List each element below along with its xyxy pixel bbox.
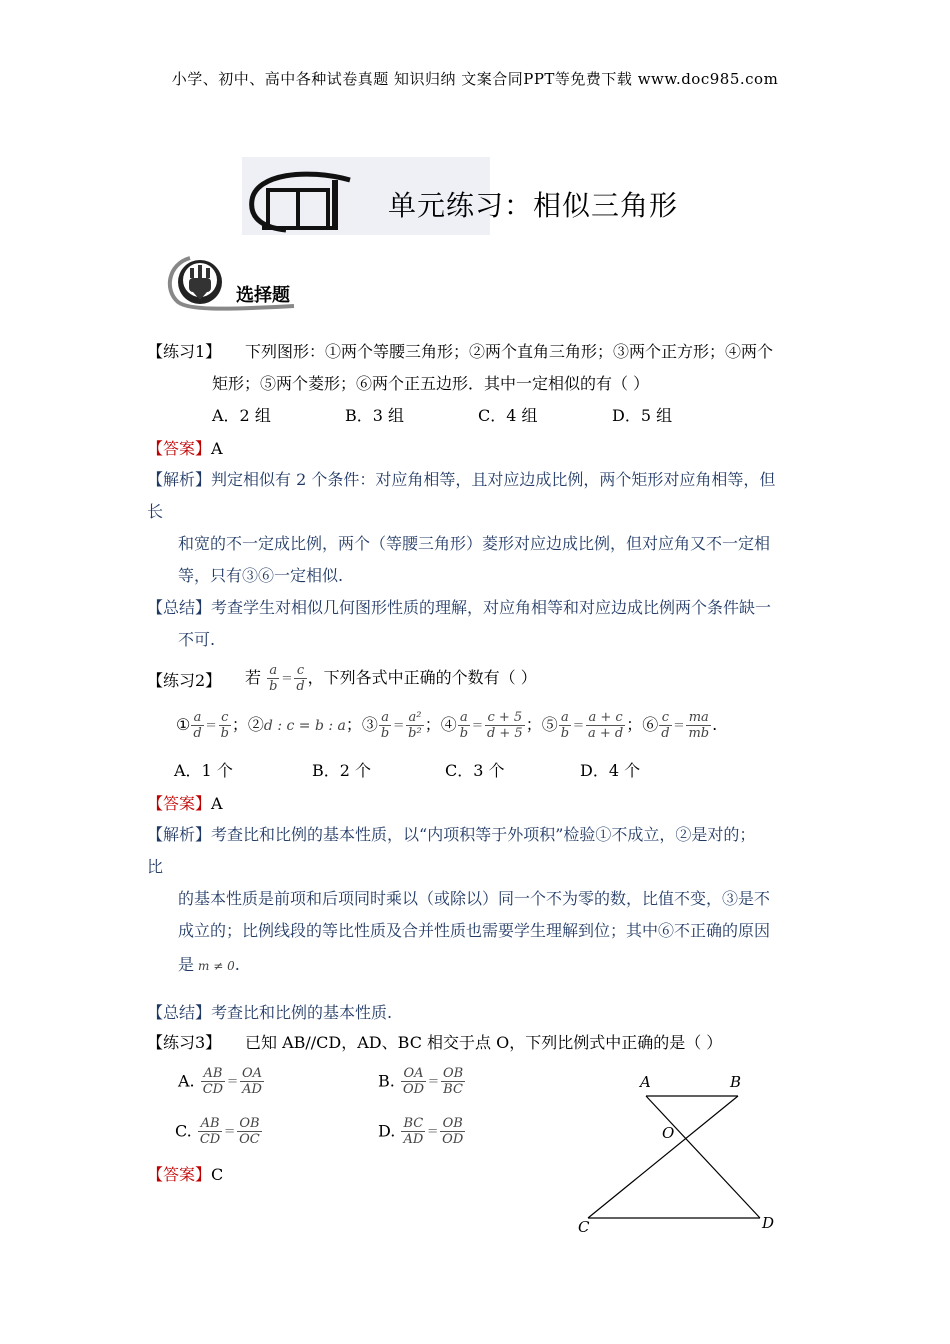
- q1-line1: 下列图形：①两个等腰三角形；②两个直角三角形；③两个正方形；④两个: [245, 342, 774, 361]
- q2-analysis-line4-text: 是: [178, 955, 195, 974]
- q2-option-d: D．4 个: [580, 761, 641, 780]
- q2-analysis-math: m ≠ 0: [198, 959, 235, 973]
- q2-analysis: [147, 825, 755, 845]
- q1-summary: [147, 598, 771, 618]
- q3-option-b: B. $\frac{OA}{OD}$ = $\frac{OB}{BC}$: [378, 1066, 464, 1097]
- point-label-a: A: [640, 1073, 651, 1091]
- analysis-label: 【解析】: [147, 825, 212, 844]
- q3-answer-value: C: [211, 1165, 224, 1184]
- q1-label: 【练习1】: [147, 342, 222, 361]
- q1-option-d: D．5 组: [612, 406, 673, 425]
- point-label-c: C: [578, 1218, 590, 1236]
- answer-label: 【答案】: [147, 794, 212, 813]
- q1-option-b: B．3 组: [345, 406, 405, 425]
- q1-answer-value: A: [211, 439, 223, 458]
- q1-summary-line2: 不可.: [178, 630, 216, 649]
- q1-analysis-line1b: 长: [147, 502, 164, 521]
- q1-answer: [147, 439, 223, 459]
- q2-summary: [147, 1003, 392, 1023]
- q3-option-d: D. $\frac{BC}{AD}$ = $\frac{OB}{OD}$: [378, 1116, 464, 1147]
- q1-analysis-line3: 等，只有③⑥一定相似.: [178, 566, 344, 585]
- q1-summary-line1: 考查学生对相似几何图形性质的理解，对应角相等和对应边成比例两个条件缺一: [211, 598, 772, 617]
- point-label-b: B: [730, 1073, 742, 1091]
- q1-line2: 矩形；⑤两个菱形；⑥两个正五边形．其中一定相似的有（ ）: [212, 374, 650, 393]
- q2-label: 【练习2】: [147, 671, 222, 690]
- q2-analysis-line1b: 比: [147, 857, 164, 876]
- q2-answer-value: A: [211, 794, 223, 813]
- q2-analysis-line3: 成立的；比例线段的等比性质及合并性质也需要学生理解到位；其中⑥不正确的原因: [178, 921, 771, 940]
- fraction: $\frac{c}{d}$: [296, 663, 305, 694]
- point-label-o: O: [662, 1124, 675, 1142]
- summary-label: 【总结】: [147, 1003, 212, 1022]
- q1-option-c: C．4 组: [478, 406, 538, 425]
- q1-option-a: A．2 组: [212, 406, 271, 425]
- q3-stem: 已知 AB//CD，AD、BC 相交于点 O，下列比例式中正确的是（ ）: [245, 1033, 723, 1052]
- q3-option-a: A. $\frac{AB}{CD}$ = $\frac{OA}{AD}$: [178, 1066, 263, 1097]
- q2-option-b: B．2 个: [312, 761, 372, 780]
- geometry-figure: [570, 1070, 790, 1240]
- answer-label: 【答案】: [147, 1165, 212, 1184]
- analysis-label: 【解析】: [147, 470, 212, 489]
- q1-analysis-line1: 判定相似有 2 个条件：对应角相等，且对应边成比例，两个矩形对应角相等，但: [211, 470, 776, 489]
- page-title: 单元练习：相似三角形: [388, 189, 679, 222]
- q2-stem: 若 $\frac{a}{b}$ = $\frac{c}{d}$ ，下列各式中正确的个数有（ ）: [245, 663, 537, 694]
- fraction: $\frac{a}{b}$: [269, 663, 278, 694]
- q2-analysis-line2: 的基本性质是前项和后项同时乘以（或除以）同一个不为零的数，比值不变，③是不: [178, 889, 771, 908]
- page-header: 小学、初中、高中各种试卷真题 知识归纳 文案合同PPT等免费下载 www.doc985.com: [171, 70, 779, 88]
- q2-option-a: A．1 个: [174, 761, 233, 780]
- q2-answer: [147, 794, 223, 814]
- q3-option-c: C. $\frac{AB}{CD}$ = $\frac{OB}{OC}$: [175, 1116, 260, 1147]
- q2-stem-pre: 若: [245, 668, 262, 687]
- section-title: 选择题: [236, 285, 290, 306]
- answer-label: 【答案】: [147, 439, 212, 458]
- q2-analysis-line1: 考查比和比例的基本性质，以“内项积等于外项积”检验①不成立，②是对的；: [211, 825, 756, 844]
- q2-stem-post: ，下列各式中正确的个数有（ ）: [307, 668, 537, 687]
- book-icon: [246, 170, 356, 234]
- point-label-d: D: [762, 1214, 775, 1232]
- q2-analysis-line4: 是 m ≠ 0.: [178, 955, 240, 974]
- q2-option-c: C．3 个: [445, 761, 505, 780]
- summary-label: 【总结】: [147, 598, 212, 617]
- q1-analysis-line2: 和宽的不一定成比例，两个（等腰三角形）菱形对应边成比例，但对应角又不一定相: [178, 534, 771, 553]
- q2-formulas: ① $\frac{a}{d}$ = $\frac{c}{b}$ ；②d : c = b : a；③ $\frac{a}{b}$ = $\frac{\text{a²}}{\text{b²}}$ ；④ $\frac{a}{b}$ = $\frac{c + 5}{d + 5}$ ；⑤ $\frac{a}{b}$ = $\frac{a + c}{a + d}$ ；⑥ $\frac{c}{d}$ = $\frac{ma}{mb}$ .: [176, 710, 718, 741]
- q2-summary-text: 考查比和比例的基本性质.: [211, 1003, 393, 1022]
- q3-answer: [147, 1165, 223, 1185]
- q1-analysis: [147, 470, 775, 490]
- q3-label: 【练习3】: [147, 1033, 222, 1052]
